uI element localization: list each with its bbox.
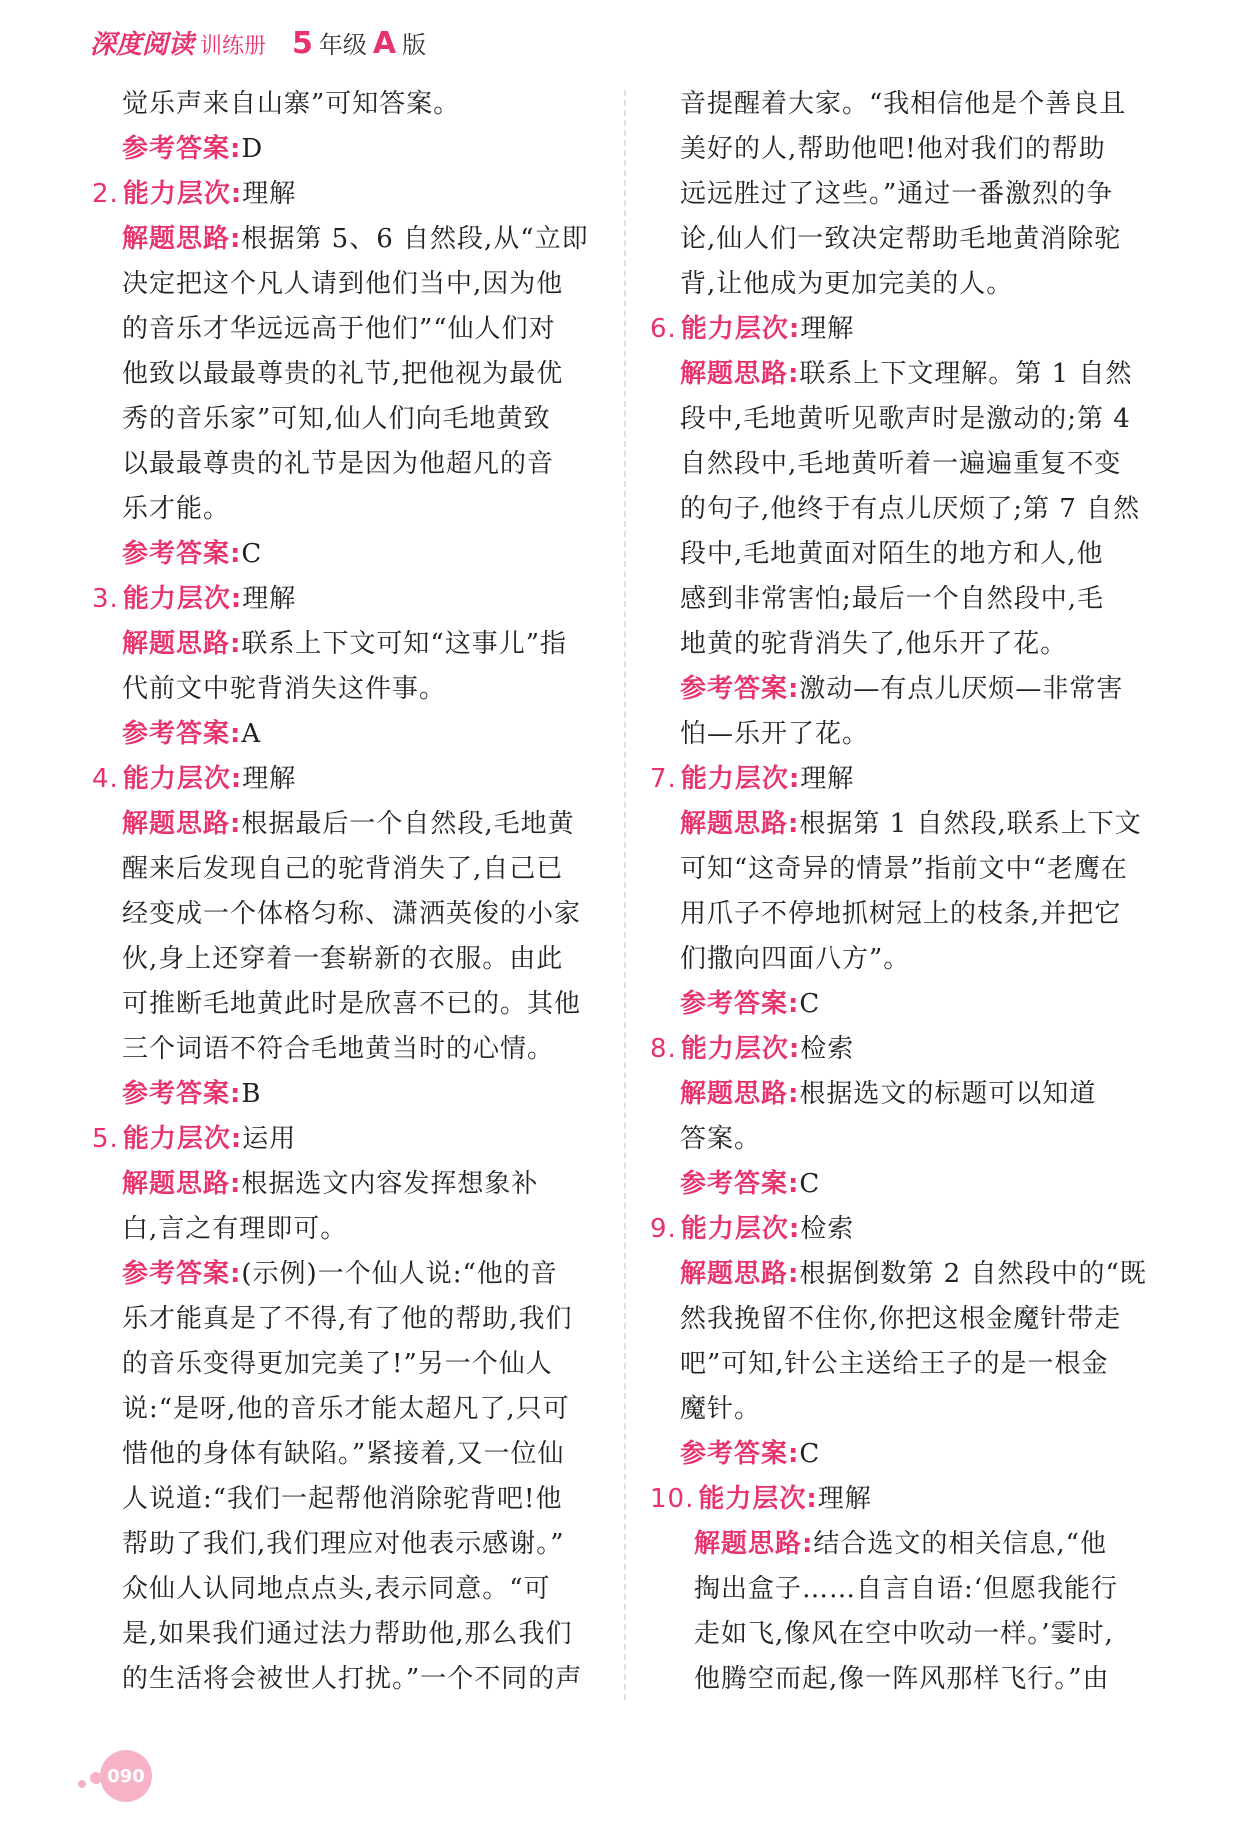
question-2-level — [92, 172, 562, 217]
question-9-level — [650, 1207, 1150, 1252]
version-text: 版 — [402, 31, 427, 59]
text-line: 美好的人,帮助他吧!他对我们的帮助 — [680, 134, 1106, 164]
text-line: 决定把这个凡人请到他们当中,因为他 — [122, 269, 564, 299]
brand-title: 深度阅读 — [90, 30, 195, 60]
text-line: 怕—乐开了花。 — [680, 719, 870, 749]
answer-label: 参考答案: — [122, 134, 242, 164]
text-line: 经变成一个体格匀称、潇洒英俊的小家 — [122, 899, 582, 929]
answer-value: D — [241, 134, 264, 164]
question-7-level — [650, 757, 1150, 802]
text-line: 结合选文的相关信息,“他 — [813, 1529, 1107, 1559]
text-line: 的生活将会被世人打扰。”一个不同的声 — [122, 1664, 583, 1694]
question-number: 5. — [92, 1124, 119, 1154]
answer-label: 参考答案: — [122, 539, 242, 569]
left-column — [92, 82, 589, 1702]
level-label: 能力层次: — [680, 1214, 801, 1244]
text-line: 感到非常害怕;最后一个自然段中,毛 — [680, 584, 1105, 614]
level-value: 检索 — [800, 1034, 855, 1064]
answer-line — [92, 1072, 562, 1117]
answer-line — [92, 532, 562, 577]
approach-label: 解题思路: — [680, 359, 800, 389]
text-line: 远远胜过了这些。”通过一番激烈的争 — [680, 179, 1114, 209]
approach-label: 解题思路: — [694, 1529, 814, 1559]
grade-text: 年级 — [318, 31, 367, 59]
level-value: 理解 — [242, 584, 297, 614]
right-column — [650, 82, 1150, 1702]
level-label: 能力层次: — [698, 1484, 818, 1514]
text-line: 醒来后发现自己的驼背消失了,自己已 — [122, 854, 564, 884]
text-line: 帮助了我们,我们理应对他表示感谢。” — [122, 1529, 565, 1559]
text-line: 然我挽留不住你,你把这根金魔针带走 — [680, 1304, 1122, 1334]
answer-line — [650, 1432, 1150, 1477]
question-number: 7. — [650, 764, 677, 794]
answer-value: C — [799, 1439, 821, 1469]
question-number: 10. — [650, 1484, 695, 1514]
question-number: 2. — [92, 179, 119, 209]
approach-line — [650, 802, 1150, 847]
text-line: 联系上下文理解。第 1 自然 — [799, 359, 1133, 389]
text-line: 乐才能。 — [122, 494, 231, 524]
text-line: 可推断毛地黄此时是欣喜不已的。其他 — [122, 989, 582, 1019]
text-line: 掏出盒子……自言自语:‘但愿我能行 — [694, 1574, 1119, 1604]
answer-value: B — [241, 1079, 262, 1109]
text-line: 魔针。 — [680, 1394, 762, 1424]
approach-line — [650, 352, 1150, 397]
answer-label: 参考答案: — [680, 674, 800, 704]
text-line: 他腾空而起,像一阵风那样飞行。”由 — [694, 1664, 1110, 1694]
level-value: 理解 — [800, 764, 855, 794]
version-letter: A — [372, 26, 397, 61]
text-line: 走如飞,像风在空中吹动一样。’霎时, — [694, 1619, 1114, 1649]
approach-label: 解题思路: — [680, 1259, 800, 1289]
level-label: 能力层次: — [680, 764, 801, 794]
grade-number: 5 — [292, 26, 313, 61]
level-label: 能力层次: — [122, 764, 243, 794]
text-line: 联系上下文可知“这事儿”指 — [241, 629, 567, 659]
question-number: 6. — [650, 314, 677, 344]
answer-line — [92, 712, 562, 757]
text-line: 根据第 5、6 自然段,从“立即 — [241, 224, 589, 254]
text-line: 吧”可知,针公主送给王子的是一根金 — [680, 1349, 1109, 1379]
answer-line — [650, 982, 1150, 1027]
approach-line — [650, 1072, 1150, 1117]
text-line: 音提醒着大家。“我相信他是个善良且 — [680, 89, 1127, 119]
approach-label: 解题思路: — [680, 1079, 800, 1109]
question-10-level — [650, 1477, 1150, 1522]
text-line: 三个词语不符合毛地黄当时的心情。 — [122, 1034, 555, 1064]
text-line: 根据最后一个自然段,毛地黄 — [241, 809, 575, 839]
text-line: 根据选文的标题可以知道 — [799, 1079, 1097, 1109]
text-line: 乐才能真是了不得,有了他的帮助,我们 — [122, 1304, 573, 1334]
question-number: 4. — [92, 764, 119, 794]
answer-label: 参考答案: — [122, 719, 242, 749]
text-line: 论,仙人们一致决定帮助毛地黄消除驼 — [680, 224, 1122, 254]
question-6-level — [650, 307, 1150, 352]
answer-label: 参考答案: — [680, 1439, 800, 1469]
answer-label: 参考答案: — [122, 1259, 242, 1289]
answer-label: 参考答案: — [680, 1169, 800, 1199]
approach-label: 解题思路: — [122, 224, 242, 254]
text-line: 地黄的驼背消失了,他乐开了花。 — [680, 629, 1068, 659]
level-label: 能力层次: — [122, 1124, 243, 1154]
text-line: 他致以最最尊贵的礼节,把他视为最优 — [122, 359, 564, 389]
text-line: 可知“这奇异的情景”指前文中“老鹰在 — [680, 854, 1128, 884]
text-line: 的句子,他终于有点儿厌烦了;第 7 自然 — [680, 494, 1141, 524]
text-line: 背,让他成为更加完美的人。 — [680, 269, 1014, 299]
level-label: 能力层次: — [680, 314, 801, 344]
brand-subtitle: 训练册 — [200, 34, 267, 59]
text-line: 秀的音乐家”可知,仙人们向毛地黄致 — [122, 404, 551, 434]
question-number: 9. — [650, 1214, 677, 1244]
approach-line — [92, 622, 567, 667]
text-line: 说:“是呀,他的音乐才能太超凡了,只可 — [122, 1394, 570, 1424]
answer-value: A — [241, 719, 262, 749]
text-line: 自然段中,毛地黄听着一遍遍重复不变 — [680, 449, 1122, 479]
text-line: 伙,身上还穿着一套崭新的衣服。由此 — [122, 944, 564, 974]
answer-line — [92, 127, 562, 172]
level-label: 能力层次: — [122, 179, 243, 209]
level-label: 能力层次: — [122, 584, 243, 614]
approach-line — [92, 802, 575, 847]
text-line: 根据选文内容发挥想象补 — [241, 1169, 539, 1199]
approach-line — [650, 1522, 1150, 1567]
answer-value: C — [241, 539, 263, 569]
answer-value: C — [799, 989, 821, 1019]
text-line: 以最最尊贵的礼节是因为他超凡的音 — [122, 449, 555, 479]
text-line: (示例)一个仙人说:“他的音 — [241, 1259, 558, 1289]
text-line: 答案。 — [680, 1124, 762, 1154]
text-line: 众仙人认同地点点头,表示同意。“可 — [122, 1574, 551, 1604]
question-4-level — [92, 757, 562, 802]
text-line: 根据倒数第 2 自然段中的“既 — [799, 1259, 1147, 1289]
level-value: 理解 — [817, 1484, 872, 1514]
answer-line — [650, 1162, 1150, 1207]
level-value: 理解 — [242, 179, 297, 209]
text-line: 根据第 1 自然段,联系上下文 — [799, 809, 1142, 839]
text-line: 人说道:“我们一起帮他消除驼背吧!他 — [122, 1484, 563, 1514]
answer-label: 参考答案: — [680, 989, 800, 1019]
level-value: 理解 — [800, 314, 855, 344]
text-line: 用爪子不停地抓树冠上的枝条,并把它 — [680, 899, 1122, 929]
approach-label: 解题思路: — [122, 1169, 242, 1199]
text-line: 段中,毛地黄面对陌生的地方和人,他 — [680, 539, 1104, 569]
level-value: 检索 — [800, 1214, 855, 1244]
approach-line — [92, 1162, 562, 1207]
level-value: 运用 — [242, 1124, 297, 1154]
page-number-badge — [100, 1750, 152, 1802]
question-number: 8. — [650, 1034, 677, 1064]
approach-line — [650, 1252, 1150, 1297]
text-line: 们撒向四面八方”。 — [680, 944, 911, 974]
approach-label: 解题思路: — [680, 809, 800, 839]
level-label: 能力层次: — [680, 1034, 801, 1064]
text-line: 段中,毛地黄听见歌声时是激动的;第 4 — [680, 404, 1131, 434]
page-header — [90, 24, 426, 61]
answer-line — [92, 1252, 562, 1297]
page-number: 090 — [107, 1765, 145, 1787]
text-line: 的音乐才华远远高于他们”“仙人们对 — [122, 314, 556, 344]
level-value: 理解 — [242, 764, 297, 794]
question-3-level — [92, 577, 562, 622]
text-line: 惜他的身体有缺陷。”紧接着,又一位仙 — [122, 1439, 565, 1469]
text-line: 的音乐变得更加完美了!”另一个仙人 — [122, 1349, 553, 1379]
answer-line — [650, 667, 1150, 712]
approach-label: 解题思路: — [122, 809, 242, 839]
answer-label: 参考答案: — [122, 1079, 242, 1109]
text-line: 白,言之有理即可。 — [122, 1214, 348, 1244]
text-line: 是,如果我们通过法力帮助他,那么我们 — [122, 1619, 573, 1649]
text-line: 觉乐声来自山寨”可知答案。 — [122, 89, 461, 119]
answer-value: C — [799, 1169, 821, 1199]
text-line: 激动—有点儿厌烦—非常害 — [799, 674, 1124, 704]
question-number: 3. — [92, 584, 119, 614]
question-8-level — [650, 1027, 1150, 1072]
decorative-dot — [78, 1780, 86, 1788]
column-divider — [624, 90, 626, 1700]
text-line: 代前文中驼背消失这件事。 — [122, 674, 447, 704]
question-5-level — [92, 1117, 562, 1162]
approach-line — [92, 217, 589, 262]
approach-label: 解题思路: — [122, 629, 242, 659]
